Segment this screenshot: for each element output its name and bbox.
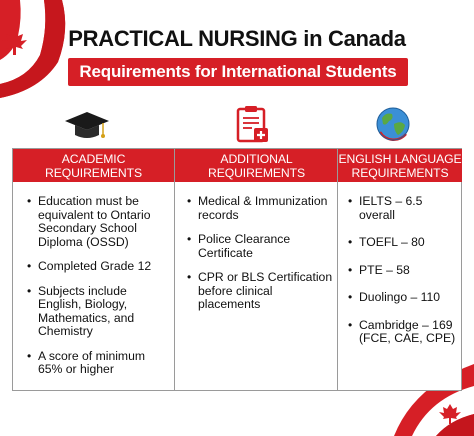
list-item: • Duolingo – 110 xyxy=(346,291,458,305)
list-item: • Completed Grade 12 xyxy=(25,260,168,274)
subtitle-text: Requirements for International Students xyxy=(79,62,397,81)
requirements-list xyxy=(175,182,338,312)
medical-clipboard-icon xyxy=(234,104,272,149)
requirements-list xyxy=(338,182,462,346)
column-header: ADDITIONAL REQUIREMENTS xyxy=(175,149,338,182)
requirements-list xyxy=(13,182,174,377)
list-item: • PTE – 58 xyxy=(346,264,458,278)
academic-requirements-column xyxy=(13,149,174,390)
additional-requirements-column xyxy=(174,149,338,390)
list-item: • Police Clearance Certificate xyxy=(185,233,334,260)
page-title: PRACTICAL NURSING in Canada xyxy=(68,26,406,51)
list-item: • Cambridge – 169 (FCE, CAE, CPE) xyxy=(346,319,458,346)
list-item: • IELTS – 6.5 overall xyxy=(346,195,458,222)
subtitle-banner xyxy=(68,58,408,86)
english-language-requirements-column xyxy=(337,149,462,390)
list-item: • TOEFL – 80 xyxy=(346,236,458,250)
list-item: • CPR or BLS Certification before clinical placements xyxy=(185,271,334,312)
column-header: ENGLISH LANGUAGE REQUIREMENTS xyxy=(338,149,462,182)
list-item: • Medical & Immunization records xyxy=(185,195,334,222)
graduation-cap-icon xyxy=(64,108,110,149)
column-header: ACADEMIC REQUIREMENTS xyxy=(13,149,174,182)
list-item: • Education must be equivalent to Ontario Secondary School Diploma (OSSD) xyxy=(25,195,168,249)
globe-icon xyxy=(374,104,412,149)
requirements-table xyxy=(12,148,462,391)
list-item: • A score of minimum 65% or higher xyxy=(25,350,168,377)
list-item: • Subjects include English, Biology, Mathematics, and Chemistry xyxy=(25,285,168,339)
